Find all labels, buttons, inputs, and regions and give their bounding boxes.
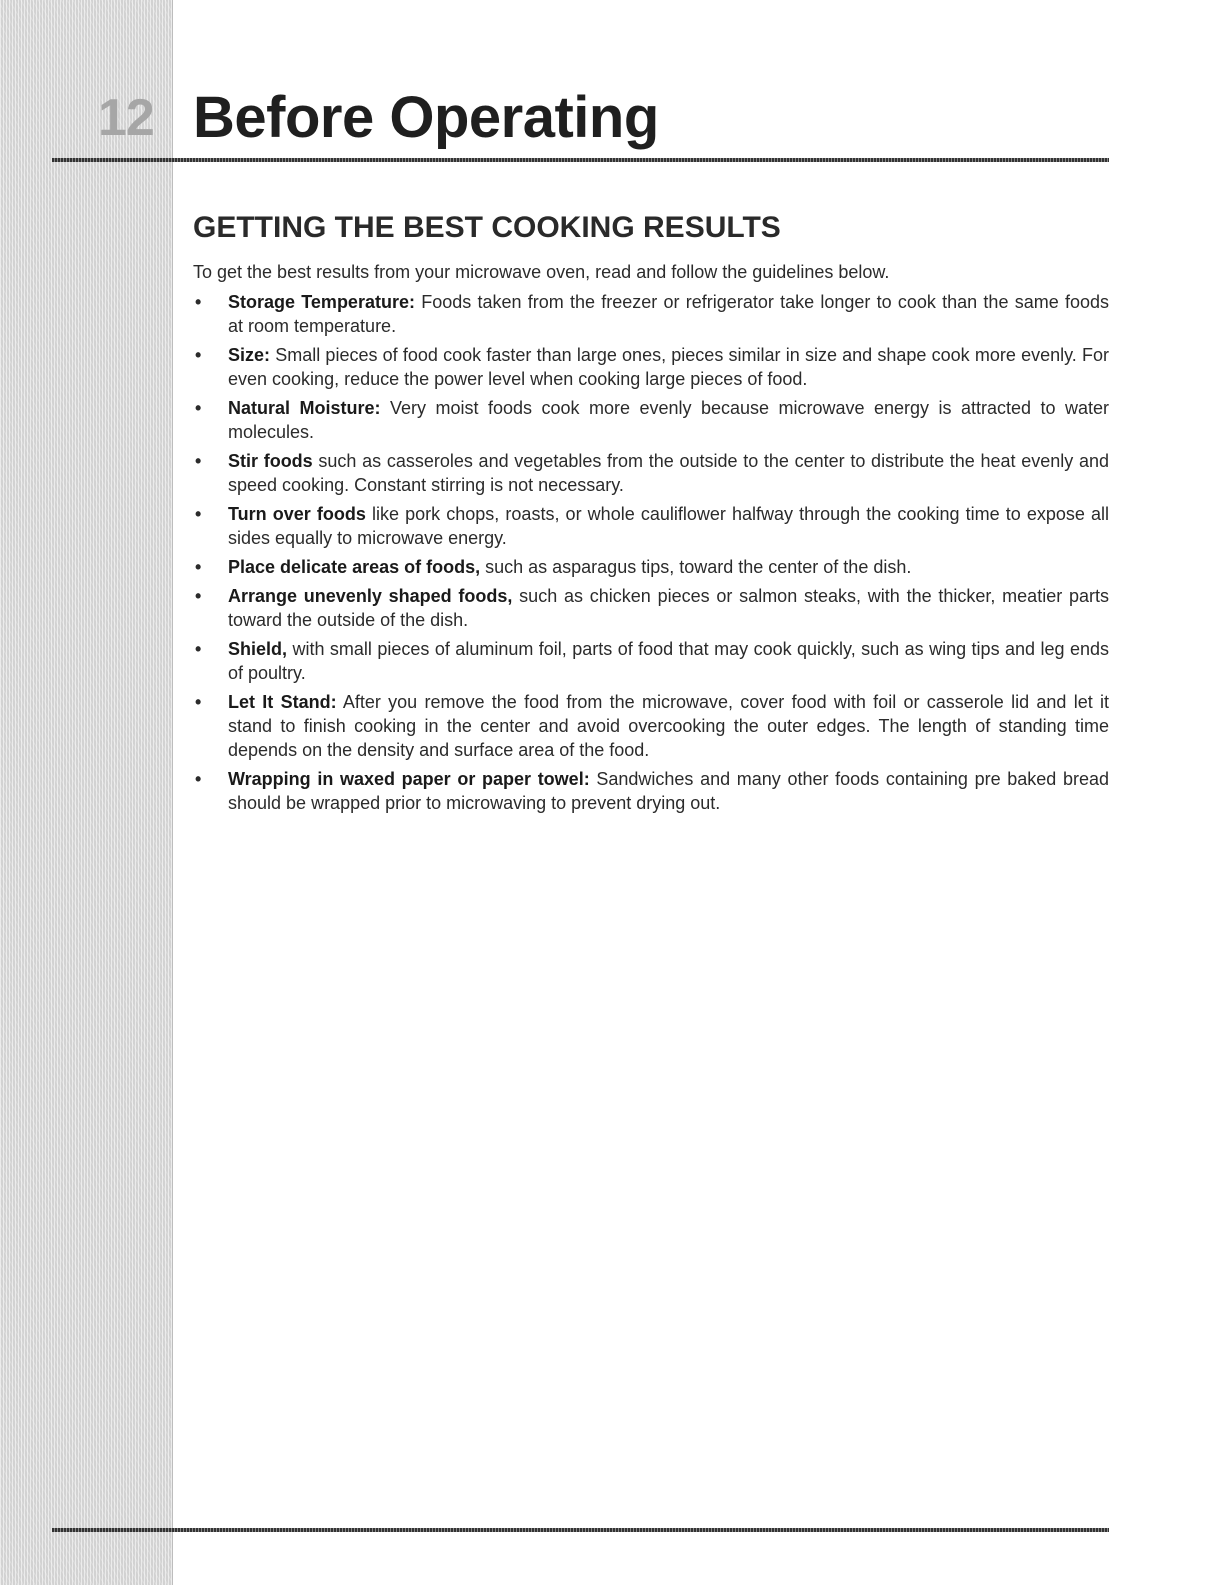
list-item <box>193 690 1109 762</box>
list-item <box>193 584 1109 632</box>
bullet-icon: • <box>195 451 202 471</box>
list-item <box>193 396 1109 444</box>
decorative-side-band <box>0 0 173 1585</box>
item-term: Shield, <box>228 639 288 659</box>
bullet-icon: • <box>195 769 202 789</box>
list-item <box>193 290 1109 338</box>
list-item <box>193 502 1109 550</box>
item-text: such as asparagus tips, toward the center of the dish. <box>480 557 912 577</box>
item-term: Storage Temperature: <box>228 292 415 312</box>
bullet-icon: • <box>195 292 202 312</box>
item-text: such as casseroles and vegetables from the outside to the center to distribute the heat evenly and speed cooking. Constant stirring is not necessary. <box>228 451 1109 495</box>
item-term: Wrapping in waxed paper or paper towel: <box>228 769 590 789</box>
bullet-icon: • <box>195 504 202 524</box>
item-text: Foods taken from the freezer or refrigerator take longer to cook than the same foods at room temperature. <box>228 292 1109 336</box>
bullet-icon: • <box>195 557 202 577</box>
item-text: Sandwiches and many other foods containing pre baked bread should be wrapped prior to microwaving to prevent drying out. <box>228 769 1109 813</box>
item-term: Size: <box>228 345 271 365</box>
item-term: Arrange unevenly shaped foods, <box>228 586 513 606</box>
item-term: Turn over foods <box>228 504 366 524</box>
item-text: like pork chops, roasts, or whole cauliflower halfway through the cooking time to expose all sides equally to microwave energy. <box>228 504 1110 548</box>
bullet-icon: • <box>195 692 202 712</box>
bullet-icon: • <box>195 639 202 659</box>
header-rule <box>52 158 1109 162</box>
list-item <box>193 555 1109 579</box>
item-term: Place delicate areas of foods, <box>228 557 481 577</box>
item-term: Stir foods <box>228 451 313 471</box>
chapter-title: Before Operating <box>193 85 659 150</box>
item-text: such as chicken pieces or salmon steaks, with the thicker, meatier parts toward the outside of the dish. <box>228 586 1109 630</box>
item-text: Small pieces of food cook faster than large ones, pieces similar in size and shape cook more evenly. For even cooking, reduce the power level when cooking large pieces of food. <box>228 345 1109 389</box>
bullet-icon: • <box>195 586 202 606</box>
bullet-icon: • <box>195 345 202 365</box>
item-text: After you remove the food from the microwave, cover food with foil or casserole lid and let it stand to finish cooking in the center and avoid overcooking the outer edges. The length of standing time depends on the density and surface area of the food. <box>228 692 1109 760</box>
item-text: Very moist foods cook more evenly because microwave energy is attracted to water molecules. <box>228 398 1109 442</box>
guidelines-list <box>193 290 1109 815</box>
section-content <box>193 260 1109 820</box>
list-item <box>193 637 1109 685</box>
item-text: with small pieces of aluminum foil, parts of food that may cook quickly, such as wing tips and leg ends of poultry. <box>228 639 1109 683</box>
item-term: Let It Stand: <box>228 692 337 712</box>
list-item <box>193 767 1109 815</box>
list-item <box>193 343 1109 391</box>
item-term: Natural Moisture: <box>228 398 381 418</box>
section-heading: GETTING THE BEST COOKING RESULTS <box>193 211 781 244</box>
page-number: 12 <box>98 89 154 147</box>
bullet-icon: • <box>195 398 202 418</box>
intro-paragraph: To get the best results from your microwave oven, read and follow the guidelines below. <box>193 262 890 282</box>
footer-rule <box>52 1528 1109 1532</box>
list-item <box>193 449 1109 497</box>
